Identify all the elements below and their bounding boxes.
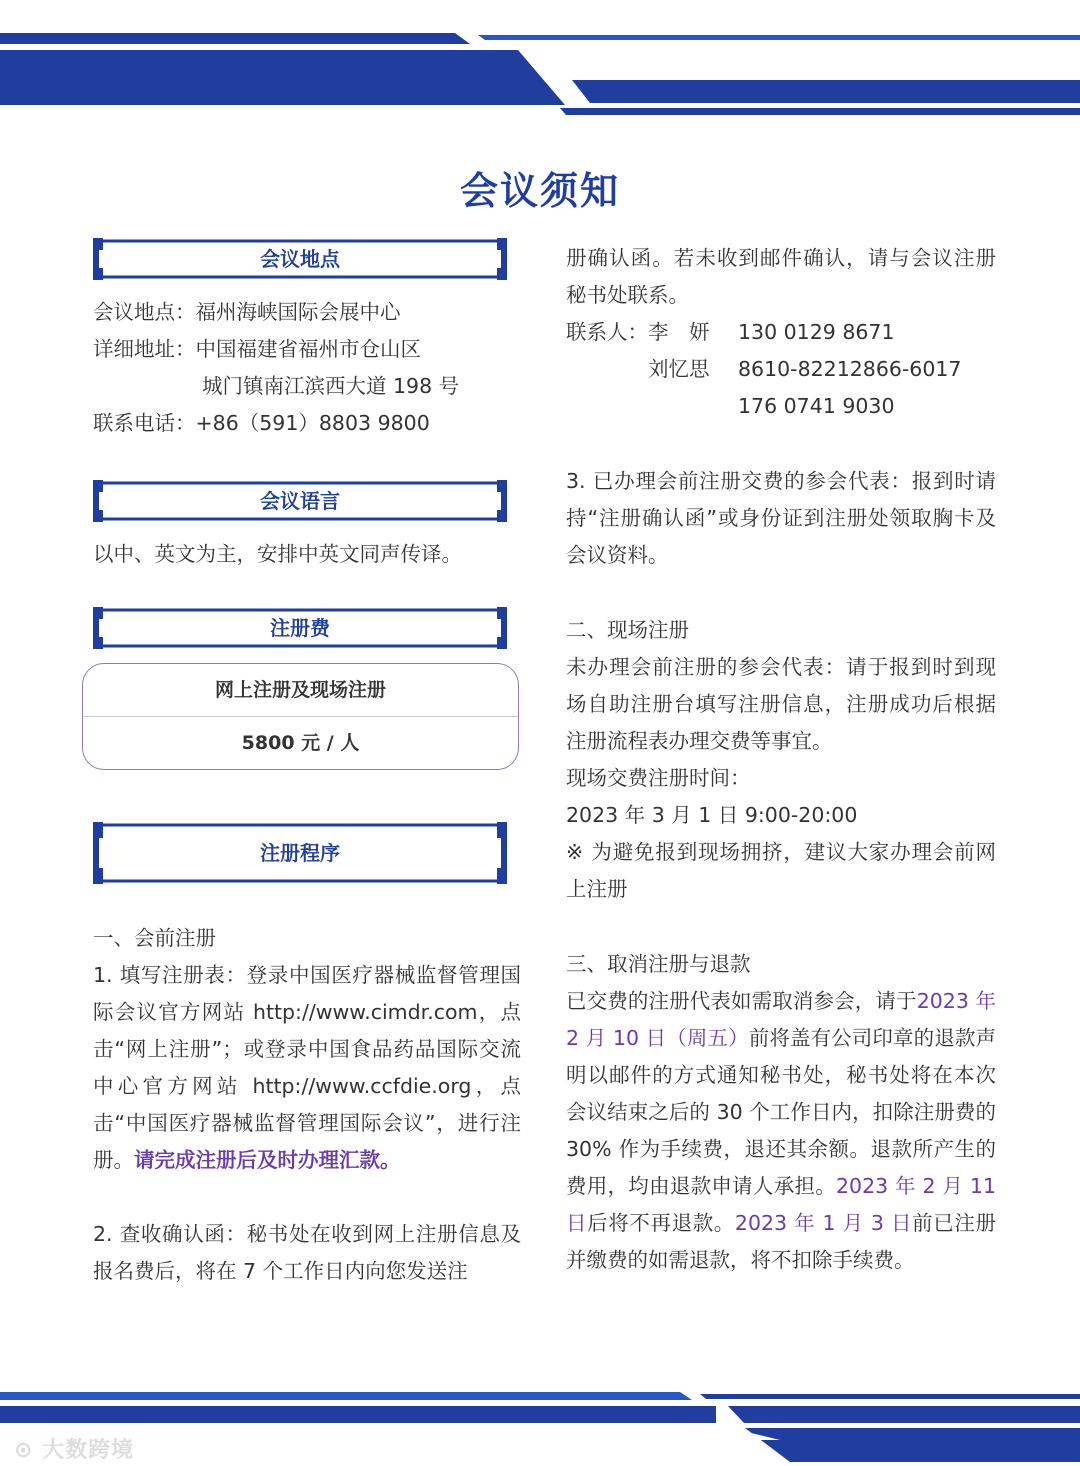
step2-text: 2. 查收确认函：秘书处在收到网上注册信息及报名费后，将在 7 个工作日内向您发送注	[93, 1222, 521, 1283]
refund-date-2: 2023 年 2 月 11 日	[566, 1174, 996, 1235]
footer-decoration	[0, 1380, 1080, 1466]
left-column	[93, 238, 521, 1290]
section-header-fee	[93, 607, 507, 649]
refund-text-3: 后将不再退款。	[587, 1211, 735, 1235]
contact1-number: 130 0129 8671	[738, 320, 895, 344]
fee-table	[82, 663, 519, 770]
refund-text-2: 前将盖有公司印章的退款声明以邮件的方式通知秘书处，秘书处将在本次会议结束之后的 30 个工作日内，扣除注册费的 30% 作为手续费，退还其余额。退款所产生的费用，均由退款申请人承担。	[566, 1026, 996, 1198]
contact2-name: 刘忆思	[648, 357, 710, 381]
fee-table-header: 网上注册及现场注册	[83, 664, 518, 717]
procedure-heading: 注册程序	[260, 841, 340, 865]
address-line2: 城门镇南江滨西大道 198 号	[202, 374, 460, 398]
watermark-logo-icon: ⊙	[14, 1438, 43, 1463]
refund-paragraph	[566, 983, 996, 1279]
contact-row-1	[566, 314, 996, 351]
contact2-number: 8610-82212866-6017	[738, 357, 962, 381]
page-title: 会议须知	[459, 169, 620, 213]
pre-registration-title: 一、会前注册	[93, 926, 216, 950]
step2-continued: 册确认函。若未收到邮件确认，请与会议注册秘书处联系。	[566, 246, 996, 307]
fee-table-value: 5800 元 / 人	[241, 732, 360, 754]
phone-label: 联系电话：	[93, 411, 196, 435]
onsite-time-label: 现场交费注册时间：	[566, 766, 751, 790]
onsite-text: 未办理会前注册的参会代表：请于报到时到现场自助注册台填写注册信息，注册成功后根据注册流程表办理交费等事宜。	[566, 655, 996, 753]
right-column	[566, 240, 996, 1279]
refund-text-4: 前已注册并缴费的如需退款，将不扣除手续费。	[566, 1211, 997, 1272]
fee-heading: 注册费	[270, 616, 330, 640]
venue-row	[93, 294, 521, 331]
watermark	[14, 1433, 134, 1464]
step1-text: 1. 填写注册表：登录中国医疗器械监督管理国际会议官方网站 http://www.cimdr.com，点击“网上注册”；或登录中国食品药品国际交流中心官方网站 http://www.ccfdie.org，点击“中国医疗器械监督管理国际会议”，进行注册。	[93, 963, 521, 1172]
section-header-venue	[93, 238, 507, 280]
venue-value: 福州海峡国际会展中心	[195, 300, 401, 324]
contact-row-3	[566, 388, 996, 425]
step1-paragraph	[93, 957, 521, 1179]
phone-value: +86（591）8803 9800	[195, 411, 430, 435]
venue-label: 会议地点：	[93, 300, 196, 324]
refund-date-3: 2023 年 1 月 3 日	[734, 1211, 913, 1235]
refund-date-1: 2023 年 2 月 10 日（周五）	[566, 989, 997, 1050]
address-label: 详细地址：	[93, 337, 196, 361]
section-header-procedure	[93, 822, 507, 884]
step1-highlight: 请完成注册后及时办理汇款。	[134, 1148, 401, 1172]
watermark-text: 大数跨境	[42, 1438, 135, 1463]
venue-heading: 会议地点	[260, 247, 340, 271]
contact-row-2	[566, 351, 996, 388]
step3-text: 3. 已办理会前注册交费的参会代表：报到时请持“注册确认函”或身份证到注册处领取胸卡及会议资料。	[566, 469, 996, 567]
address-line1: 中国福建省福州市仓山区	[195, 337, 421, 361]
phone-row	[93, 405, 521, 442]
contact-label: 联系人：李 妍	[566, 320, 710, 344]
onsite-title: 二、现场注册	[566, 618, 689, 642]
refund-title: 三、取消注册与退款	[566, 952, 751, 976]
onsite-note: ※ 为避免报到现场拥挤，建议大家办理会前网上注册	[566, 840, 996, 901]
contact2-number2: 176 0741 9030	[738, 394, 895, 418]
address-row	[93, 331, 521, 368]
language-text: 以中、英文为主，安排中英文同声传译。	[93, 542, 462, 566]
language-heading: 会议语言	[260, 489, 340, 513]
section-header-language	[93, 480, 507, 522]
onsite-time: 2023 年 3 月 1 日 9:00-20:00	[566, 803, 858, 827]
refund-text-1: 已交费的注册代表如需取消参会，请于	[566, 989, 917, 1013]
header-decoration	[0, 0, 1080, 125]
